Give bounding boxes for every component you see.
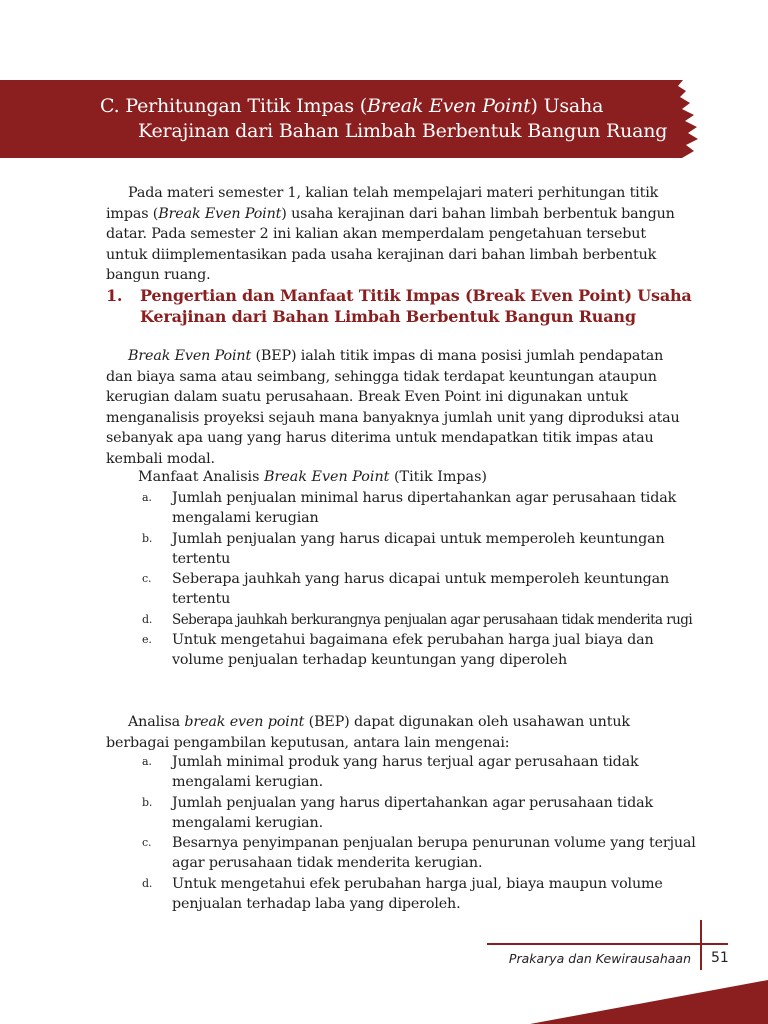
list-marker: a. [142, 491, 152, 504]
benefits-list [138, 488, 698, 671]
page-number: 51 [711, 950, 729, 966]
list-marker: b. [142, 795, 153, 809]
analysis-list [138, 752, 698, 914]
section-number: 1. [106, 286, 123, 305]
benefits-title: Manfaat Analisis Break Even Point (Titik Impas) [138, 469, 487, 485]
footer-decor-wedge [520, 980, 768, 1024]
analysis-paragraph: Analisa break even point (BEP) dapat digunakan oleh usahawan untuk berbagai pengambilan keputusan, antara lain mengenai: [106, 714, 630, 751]
list-marker: b. [142, 531, 153, 545]
title-banner [0, 80, 700, 158]
definition-paragraph: Break Even Point (BEP) ialah titik impas di mana posisi jumlah pendapatan dan biaya sama atau seimbang, sehingga tidak terdapat keuntungan ataupun kerugian dalam suatu perusahaan. Break Even Point ini digunakan untuk menganalisis proyeksi sejauh mana banyaknya jumlah unit yang diproduksi atau sebanyak apa uang yang harus diterima untuk mendapatkan titik impas atau kembali modal. [106, 348, 680, 467]
list-marker: d. [142, 612, 153, 626]
list-item [138, 569, 698, 609]
list-item-text: Jumlah minimal produk yang harus terjual agar perusahaan tidak mengalami kerugian. [172, 754, 639, 790]
list-item [138, 630, 698, 670]
list-item-text: Besarnya penyimpanan penjualan berupa penurunan volume yang terjual agar perusahaan tidak menderita kerugian. [172, 835, 696, 871]
list-marker: d. [142, 876, 153, 890]
list-item [138, 610, 698, 630]
section-title: Pengertian dan Manfaat Titik Impas (Break Even Point) Usaha Kerajinan dari Bahan Limbah Berbentuk Bangun Ruang [140, 286, 692, 326]
list-marker: e. [142, 633, 152, 646]
footer-book-title: Prakarya dan Kewirausahaan [508, 951, 691, 966]
list-item-text: Jumlah penjualan minimal harus dipertahankan agar perusahaan tidak mengalami kerugian [172, 490, 677, 526]
list-item [138, 529, 698, 569]
intro-paragraph: Pada materi semester 1, kalian telah mempelajari materi perhitungan titik impas (Break Even Point) usaha kerajinan dari bahan limbah berbentuk bangun datar. Pada semester 2 ini kalian akan memperdalam pengetahuan tersebut untuk diimplementasikan pada usaha kerajinan dari bahan limbah berbentuk bangun ruang. [106, 185, 675, 283]
list-item-text: Untuk mengetahui efek perubahan harga jual, biaya maupun volume penjualan terhadap laba yang diperoleh. [172, 875, 663, 912]
list-item [138, 833, 698, 873]
banner-title-line1: C. Perhitungan Titik Impas (Break Even Point) Usaha [100, 95, 604, 117]
list-item [138, 793, 698, 833]
list-item-text: Jumlah penjualan yang harus dicapai untuk memperoleh keuntungan tertentu [172, 530, 665, 567]
list-item-text: Untuk mengetahui bagaimana efek perubahan harga jual biaya dan volume penjualan terhadap keuntungan yang diperoleh [172, 632, 654, 668]
list-marker: c. [142, 836, 152, 849]
list-marker: a. [142, 755, 152, 768]
list-item [138, 874, 698, 914]
list-item-text: Jumlah penjualan yang harus dipertahankan agar perusahaan tidak mengalami kerugian. [172, 794, 653, 831]
list-item [138, 752, 698, 792]
banner-ribbon-shape [0, 80, 700, 158]
footer-rule [487, 943, 728, 945]
list-marker: c. [142, 572, 152, 585]
banner-title-line2: Kerajinan dari Bahan Limbah Berbentuk Bangun Ruang [138, 120, 668, 142]
list-item-text: Seberapa jauhkah berkurangnya penjualan agar perusahaan tidak menderita rugi [172, 611, 693, 628]
list-item [138, 488, 698, 528]
footer-divider [700, 920, 702, 970]
list-item-text: Seberapa jauhkah yang harus dicapai untuk memperoleh keuntungan tertentu [172, 571, 670, 607]
